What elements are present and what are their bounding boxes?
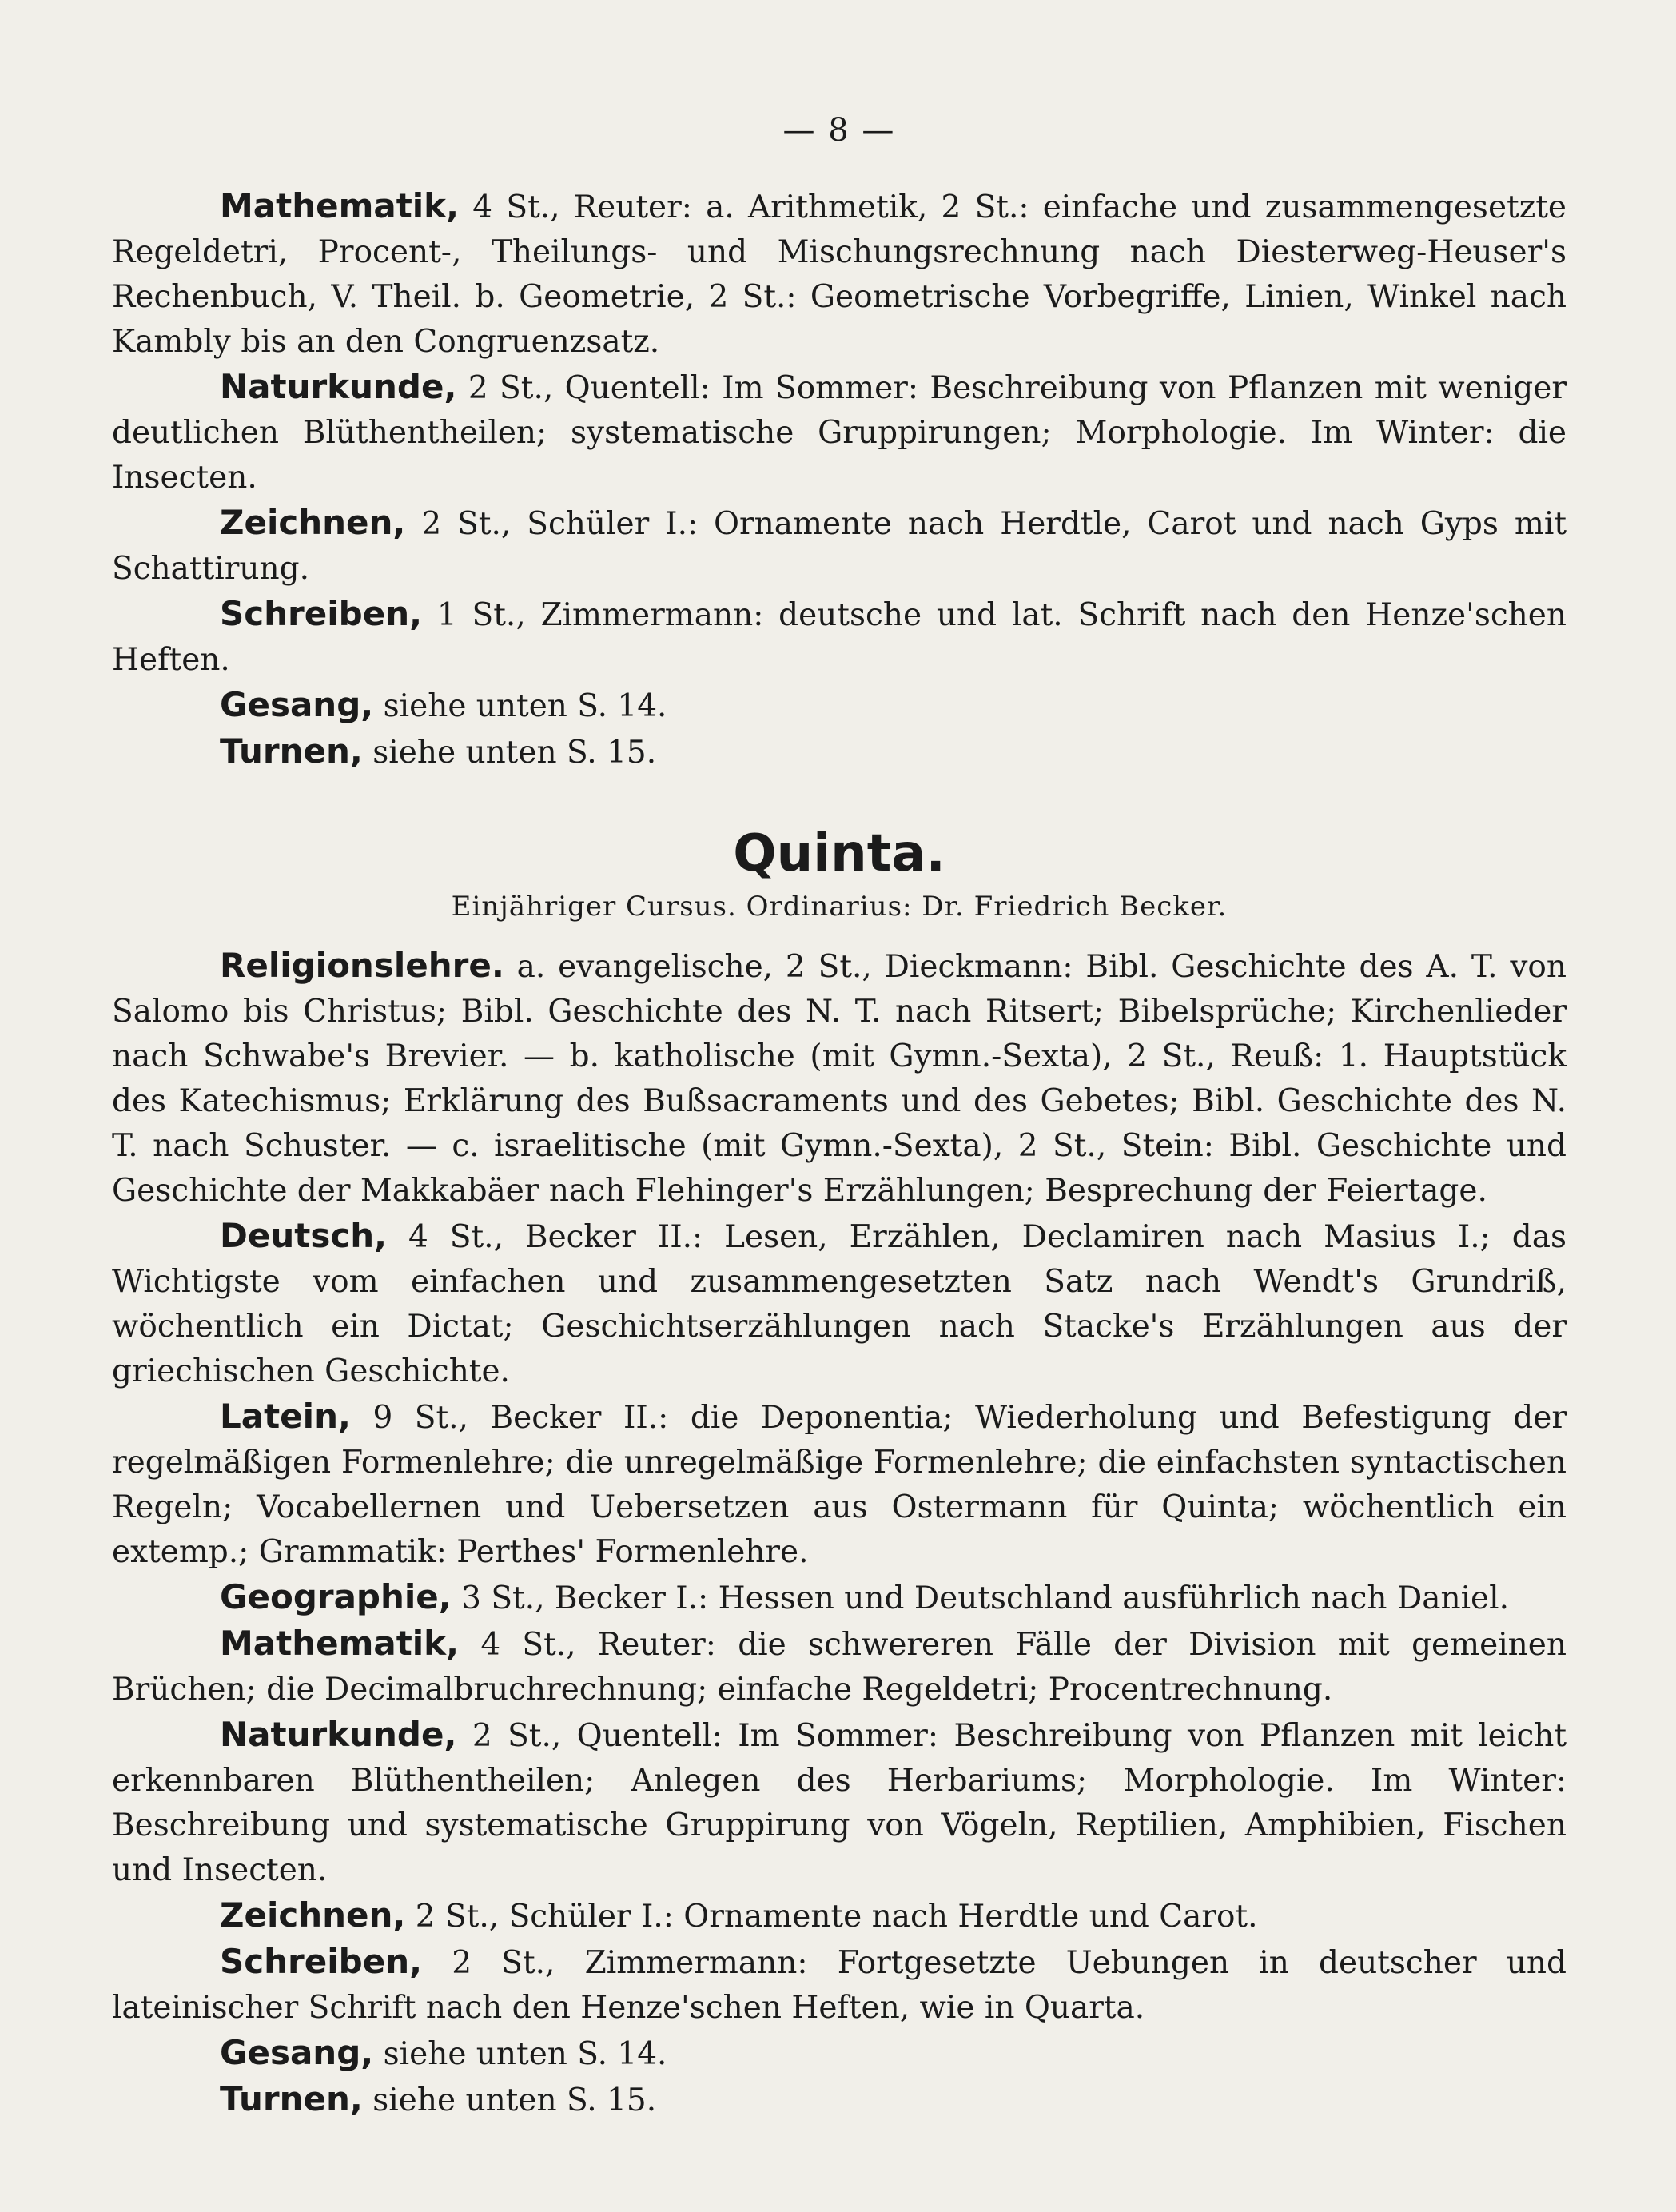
entry-gesang <box>112 683 1567 729</box>
entry-naturkunde <box>112 365 1567 500</box>
entry-turnen <box>112 2077 1567 2123</box>
entries-top <box>112 184 1567 775</box>
subject-label: Mathematik, <box>220 1624 460 1663</box>
entry-schreiben <box>112 592 1567 683</box>
entry-text: 2 St., Quentell: Im Sommer: Beschreibung von Pflanzen mit weniger deutlichen Blüthentheilen; systematische Gruppirungen; Morphologie. Im Winter: die Insecten. <box>112 370 1567 496</box>
subject-label: Latein, <box>220 1397 351 1436</box>
entry-deutsch <box>112 1214 1567 1394</box>
entry-text: 1 St., Zimmermann: deutsche und lat. Schrift nach den Henze'schen Heften. <box>112 597 1567 678</box>
document-page <box>112 112 1567 2123</box>
section-subtitle: Einjähriger Cursus. Ordinarius: Dr. Friedrich Becker. <box>451 891 1228 923</box>
subject-label: Schreiben, <box>220 594 423 633</box>
entry-text: siehe unten S. 14. <box>373 2036 667 2072</box>
entry-text: 4 St., Reuter: a. Arithmetik, 2 St.: einfache und zusammengesetzte Regeldetri, Procent-, Theilungs- und Mischungsrechnung nach Diesterweg-Heuser's Rechenbuch, V. Theil. b. Geometrie, 2 St.: Geometrische Vorbegriffe, Linien, Winkel nach Kambly bis an den Congruenzsatz. <box>112 189 1567 360</box>
subject-label: Naturkunde, <box>220 1715 457 1754</box>
entry-text: 2 St., Schüler I.: Ornamente nach Herdtle, Carot und nach Gyps mit Schattirung. <box>112 506 1567 587</box>
subject-label: Zeichnen, <box>220 1895 406 1935</box>
subject-label: Naturkunde, <box>220 367 457 406</box>
subject-label: Schreiben, <box>220 1942 423 1981</box>
section-title: Quinta. <box>733 824 945 883</box>
subject-label: Turnen, <box>220 2079 363 2118</box>
entry-zeichnen <box>112 500 1567 592</box>
entry-mathematik <box>112 1621 1567 1712</box>
entry-turnen <box>112 729 1567 775</box>
entry-religionslehre <box>112 943 1567 1214</box>
entry-mathematik <box>112 184 1567 365</box>
entry-text: siehe unten S. 15. <box>362 2082 657 2118</box>
subject-label: Deutsch, <box>220 1216 388 1255</box>
entry-schreiben <box>112 1939 1567 2031</box>
entry-text: siehe unten S. 14. <box>373 688 667 724</box>
entry-text: 9 St., Becker II.: die Deponentia; Wiederholung und Befestigung der regelmäßigen Formenlehre; die unregelmäßige Formenlehre; die einfachsten syntactischen Regeln; Vocabellernen und Uebersetzen aus Ostermann für Quinta; wöchentlich ein extemp.; Grammatik: Perthes' Formenlehre. <box>112 1400 1567 1570</box>
entry-text: 2 St., Quentell: Im Sommer: Beschreibung von Pflanzen mit leicht erkennbaren Blüthentheilen; Anlegen des Herbariums; Morphologie. Im Winter: Beschreibung und systematische Gruppirung von Vögeln, Reptilien, Amphibien, Fischen und Insecten. <box>112 1718 1567 1888</box>
entry-text: 4 St., Becker II.: Lesen, Erzählen, Declamiren nach Masius I.; das Wichtigste vom einfachen und zusammengesetzten Satz nach Wendt's Grundriß, wöchentlich ein Dictat; Geschichtserzählungen nach Stacke's Erzählungen aus der griechischen Geschichte. <box>112 1219 1567 1389</box>
subject-label: Gesang, <box>220 685 374 724</box>
entry-geographie <box>112 1575 1567 1621</box>
subject-label: Turnen, <box>220 731 363 771</box>
entry-text: a. evangelische, 2 St., Dieckmann: Bibl. Geschichte des A. T. von Salomo bis Christus; Bibl. Geschichte des N. T. nach Ritsert; Bibelsprüche; Kirchenlieder nach Schwabe's Brevier. — b. katholische (mit Gymn.-Sexta), 2 St., Reuß: 1. Hauptstück des Katechismus; Erklärung des Bußsacraments und des Gebetes; Bibl. Geschichte des N. T. nach Schuster. — c. israelitische (mit Gymn.-Sexta), 2 St., Stein: Bibl. Geschichte und Geschichte der Makkabäer nach Flehinger's Erzählungen; Besprechung der Feiertage. <box>112 949 1567 1209</box>
entry-latein <box>112 1394 1567 1575</box>
subject-label: Gesang, <box>220 2033 374 2072</box>
entry-text: 2 St., Zimmermann: Fortgesetzte Uebungen in deutscher und lateinischer Schrift nach den Henze'schen Heften, wie in Quarta. <box>112 1945 1567 2026</box>
entry-gesang <box>112 2031 1567 2077</box>
subject-label: Mathematik, <box>220 186 460 225</box>
entry-text: 3 St., Becker I.: Hessen und Deutschland ausführlich nach Daniel. <box>451 1580 1510 1616</box>
entry-naturkunde <box>112 1712 1567 1893</box>
subject-label: Geographie, <box>220 1577 452 1616</box>
page-number: — 8 — <box>782 112 896 149</box>
entry-text: 4 St., Reuter: die schwereren Fälle der Division mit gemeinen Brüchen; die Decimalbruchrechnung; einfache Regeldetri; Procentrechnung. <box>112 1627 1567 1708</box>
entry-text: 2 St., Schüler I.: Ornamente nach Herdtle und Carot. <box>405 1899 1258 1935</box>
entry-text: siehe unten S. 15. <box>362 735 657 771</box>
subject-label: Religionslehre. <box>220 946 504 985</box>
entries-bottom <box>112 943 1567 2123</box>
entry-zeichnen <box>112 1893 1567 1939</box>
subject-label: Zeichnen, <box>220 503 406 542</box>
